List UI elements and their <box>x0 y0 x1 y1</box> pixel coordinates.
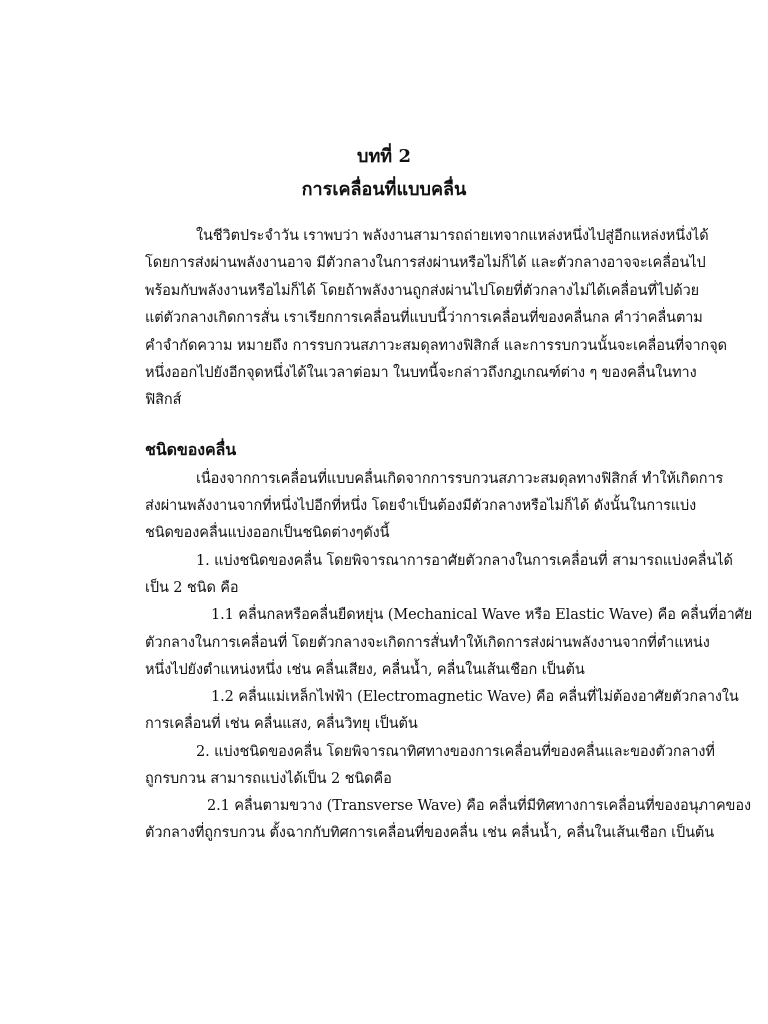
list-subitem: 1.1 คลื่นกลหรือคลื่นยืดหยุ่น (Mechanical Wave หรือ Elastic Wave) คือ คลื่นที่อาศัย <box>211 607 753 623</box>
text-line: ตัวกลางที่ถูกรบกวน ตั้งฉากกับทิศการเคลื่อนที่ของคลื่น เช่น คลื่นน้ำ, คลื่นในเส้นเชือก เป็นต้น <box>145 825 715 841</box>
text-line: การเคลื่อนที่ เช่น คลื่นแสง, คลื่นวิทยุ เป็นต้น <box>145 716 418 732</box>
text-line: ฟิสิกส์ <box>145 392 182 408</box>
list-subitem: 1.2 คลื่นแม่เหล็กไฟฟ้า (Electromagnetic Wave) คือ คลื่นที่ไม่ต้องอาศัยตัวกลางใน <box>211 689 739 705</box>
text-line: คำจำกัดความ หมายถึง การรบกวนสภาวะสมดุลทางฟิสิกส์ และการรบกวนนั้นจะเคลื่อนที่จากจุด <box>145 338 727 354</box>
text-line: โดยการส่งผ่านพลังงานอาจ มีตัวกลางในการส่งผ่านหรือไม่ก็ได้ และตัวกลางอาจจะเคลื่อนไป <box>145 255 706 271</box>
text-line: แต่ตัวกลางเกิดการสั่น เราเรียกการเคลื่อนที่แบบนี้ว่าการเคลื่อนที่ของคลื่นกล คำว่าคลื่นตาม <box>145 310 703 326</box>
text-line: เป็น 2 ชนิด คือ <box>145 580 239 596</box>
list-item: 2. แบ่งชนิดของคลื่น โดยพิจารณาทิศทางของการเคลื่อนที่ของคลื่นและของตัวกลางที่ <box>196 744 715 760</box>
text-line: หนึ่งออกไปยังอีกจุดหนึ่งได้ในเวลาต่อมา ในบทนี้จะกล่าวถึงกฎเกณฑ์ต่าง ๆ ของคลื่นในทาง <box>145 365 697 381</box>
text-line: พร้อมกับพลังงานหรือไม่ก็ได้ โดยถ้าพลังงานถูกส่งผ่านไปโดยที่ตัวกลางไม่ได้เคลื่อนที่ไปด้วย <box>145 283 700 299</box>
chapter-number: บทที่ 2 <box>357 146 411 167</box>
chapter-title: การเคลื่อนที่แบบคลื่น <box>301 179 467 200</box>
section-heading: ชนิดของคลื่น <box>145 440 237 459</box>
text-line: หนึ่งไปยังตำแหน่งหนึ่ง เช่น คลื่นเสียง, คลื่นน้ำ, คลื่นในเส้นเชือก เป็นต้น <box>145 662 585 678</box>
text-line: ถูกรบกวน สามารถแบ่งได้เป็น 2 ชนิดคือ <box>145 771 392 787</box>
list-item: 1. แบ่งชนิดของคลื่น โดยพิจารณาการอาศัยตัวกลางในการเคลื่อนที่ สามารถแบ่งคลื่นได้ <box>196 553 733 569</box>
text-line: ตัวกลางในการเคลื่อนที่ โดยตัวกลางจะเกิดการสั่นทำให้เกิดการส่งผ่านพลังงานจากที่ตำแหน่ง <box>145 635 710 651</box>
text-line: ส่งผ่านพลังงานจากที่หนึ่งไปอีกที่หนึ่ง โดยจำเป็นต้องมีตัวกลางหรือไม่ก็ได้ ดังนั้นในการแบ่ง <box>145 498 697 514</box>
list-subitem: 2.1 คลื่นตามขวาง (Transverse Wave) คือ คลื่นที่มีทิศทางการเคลื่อนที่ของอนุภาคของ <box>207 798 751 814</box>
text-line: ในชีวิตประจำวัน เราพบว่า พลังงานสามารถถ่ายเทจากแหล่งหนึ่งไปสู่อีกแหล่งหนึ่งได้ <box>196 228 709 244</box>
text-line: ชนิดของคลื่นแบ่งออกเป็นชนิดต่างๆดังนี้ <box>145 525 390 541</box>
text-line: เนื่องจากการเคลื่อนที่แบบคลื่นเกิดจากการรบกวนสภาวะสมดุลทางฟิสิกส์ ทำให้เกิดการ <box>196 471 724 487</box>
